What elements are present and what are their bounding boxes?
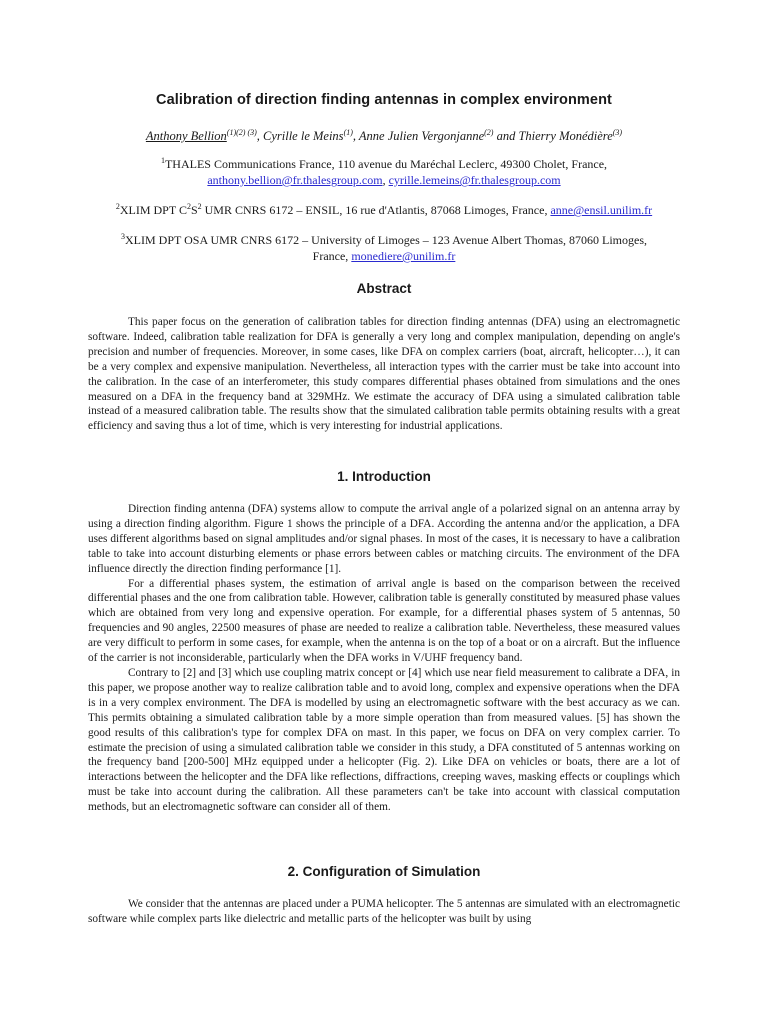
section-heading-configuration: 2. Configuration of Simulation (287, 864, 481, 879)
abstract-body (88, 315, 680, 434)
author-name: Thierry Monédière (518, 129, 613, 143)
email-link[interactable]: anne@ensil.unilim.fr (550, 203, 653, 217)
affiliation-number: 3 (121, 232, 125, 241)
affiliation-3 (0, 232, 768, 264)
configuration-body (88, 897, 680, 927)
superscript: 2 (197, 202, 202, 211)
email-link[interactable]: anthony.bellion@fr.thalesgroup.com (207, 173, 383, 187)
affiliation-1 (0, 156, 768, 188)
author-list (0, 129, 768, 144)
author-separator: and (493, 129, 519, 143)
email-separator: , (382, 173, 389, 187)
author-separator: , (352, 129, 359, 143)
affiliation-text: France, (312, 249, 352, 263)
superscript: 2 (186, 202, 191, 211)
affiliation-text: THALES Communications France, 110 avenue du Maréchal Leclerc, 49300 Cholet, France, (164, 157, 608, 171)
affiliation-number: 2 (115, 202, 120, 211)
affiliation-text: S (190, 203, 198, 217)
introduction-body (88, 502, 680, 815)
abstract-heading: Abstract (356, 281, 412, 296)
affiliation-2 (0, 202, 768, 218)
author-affiliation-mark: (1) (343, 127, 353, 137)
author-name: Cyrille le Meins (263, 129, 344, 143)
paragraph: We consider that the antennas are placed under a PUMA helicopter. The 5 antennas are simulated with an electromagnetic software while complex parts like dielectric and metallic parts of the helicopter was built by using (88, 898, 680, 925)
author-name: Anne Julien Vergonjanne (358, 129, 485, 143)
email-link[interactable]: monediere@unilim.fr (351, 249, 456, 263)
paragraph: For a differential phases system, the estimation of arrival angle is based on the comparison between the received differential phases and the one from calibration table. However, calibration table is generally constituted by measured phase values which are obtained from very long and expensive operation. For example, for a differential phases system of 5 antennas, 50 frequencies and 90 angles, 22500 measures of phase are needed to realize a calibration table. Nevertheless, these measured values are very difficult to perform in some cases, for example, when the antenna is on the top of a boat or on a aircraft. But the influence of the carrier is not inconsiderable, particularly when the DFA works in V/UHF frequency band. (88, 577, 680, 665)
affiliation-text: XLIM DPT C (119, 203, 187, 217)
author-name: Anthony Bellion (145, 129, 227, 143)
affiliation-text: XLIM DPT OSA UMR CNRS 6172 – University of Limoges – 123 Avenue Albert Thomas, 87060 Limoges, (125, 233, 647, 247)
affiliation-number: 1 (160, 156, 165, 165)
paper-title: Calibration of direction finding antennas in complex environment (156, 92, 612, 108)
abstract-paragraph: This paper focus on the generation of calibration tables for direction finding antennas (DFA) using an electromagnetic software. Indeed, calibration table realization for DFA is generally a very long and complex manipulation, depending on angle's precision and number of frequencies. Moreover, in some cases, like DFA on complex carriers (boat, aircraft, helicopter…), it can be a very complex and expensive manipulation. Nevertheless, all interaction types with the carrier must be take into account into the calibration. In the case of an interferometer, this study compares differential phases obtained from simulations and the ones measured on a DFA in the frequency band at 329MHz. We estimate the accuracy of DFA using a simulated calibration table instead of a measured calibration table. The results show that the simulated calibration table permits obtaining results with a great efficiency and saving thus a lot of time, which is very interesting for industrial applications. (88, 316, 680, 433)
author-affiliation-mark: (2) (484, 127, 494, 137)
section-heading-introduction: 1. Introduction (337, 469, 431, 484)
paragraph: Contrary to [2] and [3] which use coupling matrix concept or [4] which use near field measurement to calibrate a DFA, in this paper, we propose another way to realize calibration table and to avoid long, complex and expensive operations when the DFA is in a very complex environment. The DFA is modelled by using an electromagnetic software with the best accuracy as we can. This permits obtaining a simulated calibration table by a more simple operation than from measured values. [5] has shown the good results of this calibration's type for complex DFA on mast. In this paper, we focus on DFA on very complex carrier. To estimate the precision of using a simulated calibration table we consider in this study, a DFA constituted of 5 antennas working on the frequency band [200-500] MHz equipped under a helicopter (Fig. 2). Like DFA on vehicles or boats, there are a lot of interactions between the helicopter and the DFA like reflections, diffractions, creeping waves, masking effects or couplings which must be take into account during the calibration. All these parameters can't be take into account with classical computation methods, but an electromagnetic software can consider all of them. (88, 666, 680, 814)
author-affiliation-mark: (1)(2) (3) (226, 127, 257, 137)
author-separator: , (256, 129, 264, 143)
affiliation-text: UMR CNRS 6172 – ENSIL, 16 rue d'Atlantis, 87068 Limoges, France, (201, 203, 551, 217)
paragraph: Direction finding antenna (DFA) systems allow to compute the arrival angle of a polarized signal on an antenna array by using a direction finding algorithm. Figure 1 shows the principle of a DFA. According the antenna and/or the application, a DFA uses different algorithms based on signal amplitudes and/or signal phases. In most of the cases, it is necessary to have a calibration table to take into account disturbing elements or phase errors between cables or matching circuits. The environment of the DFA influence directly the direction finding performance [1]. (88, 503, 680, 575)
email-link[interactable]: cyrille.lemeins@fr.thalesgroup.com (388, 173, 561, 187)
author-affiliation-mark: (3) (612, 127, 623, 137)
